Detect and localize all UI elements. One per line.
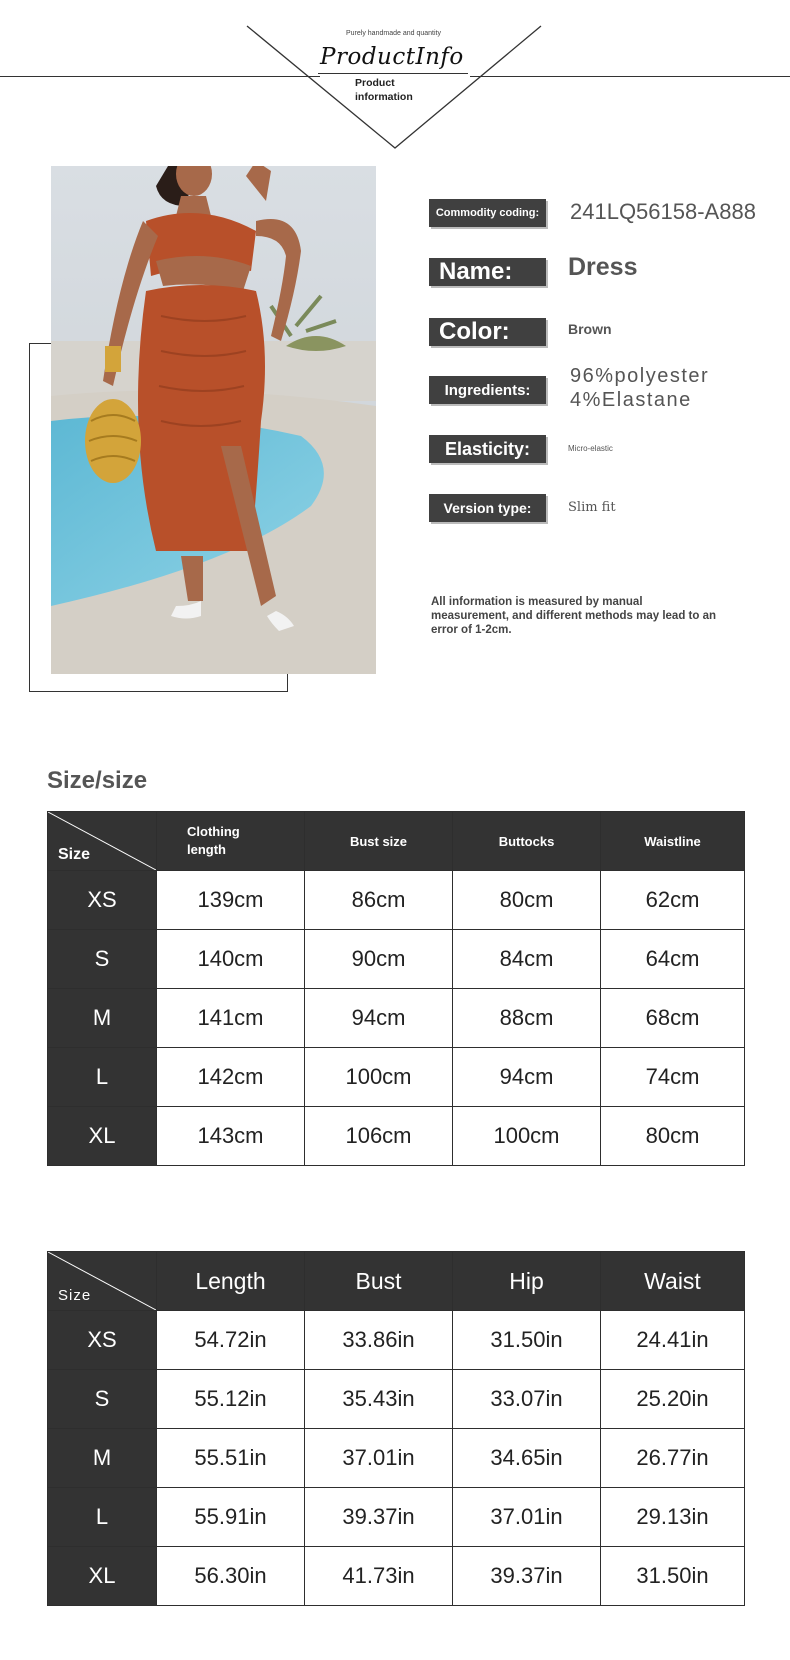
table-cell: 140cm bbox=[157, 930, 305, 989]
table-cell: 141cm bbox=[157, 989, 305, 1048]
table-cell: 56.30in bbox=[157, 1547, 305, 1606]
table-cell: 31.50in bbox=[601, 1547, 745, 1606]
table-header-row bbox=[48, 812, 745, 871]
column-header: Clothing length bbox=[157, 812, 305, 871]
table-cell: 88cm bbox=[453, 989, 601, 1048]
table-cell: 37.01in bbox=[305, 1429, 453, 1488]
size-cell: M bbox=[48, 989, 157, 1048]
size-table-inch bbox=[47, 1251, 745, 1606]
size-cell: XL bbox=[48, 1547, 157, 1606]
table-cell: 142cm bbox=[157, 1048, 305, 1107]
measurement-note: All information is measured by manual measurement, and different methods may lead to an error of 1-2cm. bbox=[431, 596, 717, 636]
size-cell: M bbox=[48, 1429, 157, 1488]
size-cell: XS bbox=[48, 871, 157, 930]
column-header: Buttocks bbox=[453, 812, 601, 871]
table-cell: 26.77in bbox=[601, 1429, 745, 1488]
info-value-commodity-coding: 241LQ56158-A888 bbox=[570, 199, 756, 224]
table-cell: 62cm bbox=[601, 871, 745, 930]
size-table-cm bbox=[47, 811, 745, 1166]
info-label-name: Name: bbox=[429, 258, 546, 286]
table-cell: 90cm bbox=[305, 930, 453, 989]
table-cell: 35.43in bbox=[305, 1370, 453, 1429]
table-cell: 31.50in bbox=[453, 1311, 601, 1370]
table-cell: 41.73in bbox=[305, 1547, 453, 1606]
table-cell: 143cm bbox=[157, 1107, 305, 1166]
table-cell: 94cm bbox=[453, 1048, 601, 1107]
column-header: Waist bbox=[601, 1252, 745, 1311]
table-cell: 55.12in bbox=[157, 1370, 305, 1429]
table-corner-cell bbox=[48, 812, 157, 871]
table-cell: 37.01in bbox=[453, 1488, 601, 1547]
title-underline bbox=[318, 73, 468, 74]
table-row bbox=[48, 989, 745, 1048]
table-row bbox=[48, 1311, 745, 1370]
info-value-name: Dress bbox=[568, 253, 638, 281]
size-cell: S bbox=[48, 1370, 157, 1429]
table-row bbox=[48, 1107, 745, 1166]
table-row bbox=[48, 1048, 745, 1107]
info-label-version-type: Version type: bbox=[429, 494, 546, 522]
table-cell: 80cm bbox=[453, 871, 601, 930]
table-cell: 106cm bbox=[305, 1107, 453, 1166]
table-cell: 39.37in bbox=[453, 1547, 601, 1606]
table-row bbox=[48, 1429, 745, 1488]
table-cell: 29.13in bbox=[601, 1488, 745, 1547]
table-cell: 94cm bbox=[305, 989, 453, 1048]
info-value-ingredients-line1: 96%polyester bbox=[570, 365, 710, 387]
info-value-color: Brown bbox=[568, 321, 612, 337]
table-row bbox=[48, 930, 745, 989]
corner-size-label: Size bbox=[58, 846, 91, 863]
size-heading: Size/size bbox=[47, 767, 148, 794]
info-value-ingredients-line2: 4%Elastane bbox=[570, 389, 692, 411]
info-value-version-type: Slim fit bbox=[568, 500, 616, 515]
column-header: Length bbox=[157, 1252, 305, 1311]
table-corner-cell bbox=[48, 1252, 157, 1311]
size-cell: L bbox=[48, 1048, 157, 1107]
table-cell: 55.51in bbox=[157, 1429, 305, 1488]
info-label-ingredients: Ingredients: bbox=[429, 376, 546, 404]
info-label-elasticity: Elasticity: bbox=[429, 435, 546, 463]
corner-size-label: Size bbox=[58, 1287, 92, 1304]
size-cell: XL bbox=[48, 1107, 157, 1166]
header-small-text: Purely handmade and quantity bbox=[346, 30, 441, 37]
table-cell: 33.07in bbox=[453, 1370, 601, 1429]
table-cell: 34.65in bbox=[453, 1429, 601, 1488]
table-row bbox=[48, 871, 745, 930]
table-cell: 55.91in bbox=[157, 1488, 305, 1547]
size-cell: XS bbox=[48, 1311, 157, 1370]
header-subtitle: Product information bbox=[355, 77, 413, 103]
table-cell: 39.37in bbox=[305, 1488, 453, 1547]
table-row bbox=[48, 1370, 745, 1429]
table-cell: 84cm bbox=[453, 930, 601, 989]
table-cell: 64cm bbox=[601, 930, 745, 989]
column-header: Hip bbox=[453, 1252, 601, 1311]
table-row bbox=[48, 1488, 745, 1547]
table-header-row bbox=[48, 1252, 745, 1311]
info-label-commodity-coding: Commodity coding: bbox=[429, 199, 546, 227]
info-value-elasticity: Micro-elastic bbox=[568, 444, 613, 453]
table-cell: 100cm bbox=[305, 1048, 453, 1107]
page-title: ProductInfo bbox=[320, 44, 464, 70]
column-header: Bust size bbox=[305, 812, 453, 871]
column-header: Waistline bbox=[601, 812, 745, 871]
info-label-color: Color: bbox=[429, 318, 546, 346]
table-cell: 24.41in bbox=[601, 1311, 745, 1370]
size-cell: S bbox=[48, 930, 157, 989]
table-cell: 68cm bbox=[601, 989, 745, 1048]
column-header: Bust bbox=[305, 1252, 453, 1311]
table-row bbox=[48, 1547, 745, 1606]
table-cell: 86cm bbox=[305, 871, 453, 930]
table-cell: 74cm bbox=[601, 1048, 745, 1107]
table-cell: 33.86in bbox=[305, 1311, 453, 1370]
table-cell: 25.20in bbox=[601, 1370, 745, 1429]
table-cell: 100cm bbox=[453, 1107, 601, 1166]
table-cell: 80cm bbox=[601, 1107, 745, 1166]
size-cell: L bbox=[48, 1488, 157, 1547]
product-photo bbox=[51, 166, 376, 674]
table-cell: 54.72in bbox=[157, 1311, 305, 1370]
table-cell: 139cm bbox=[157, 871, 305, 930]
